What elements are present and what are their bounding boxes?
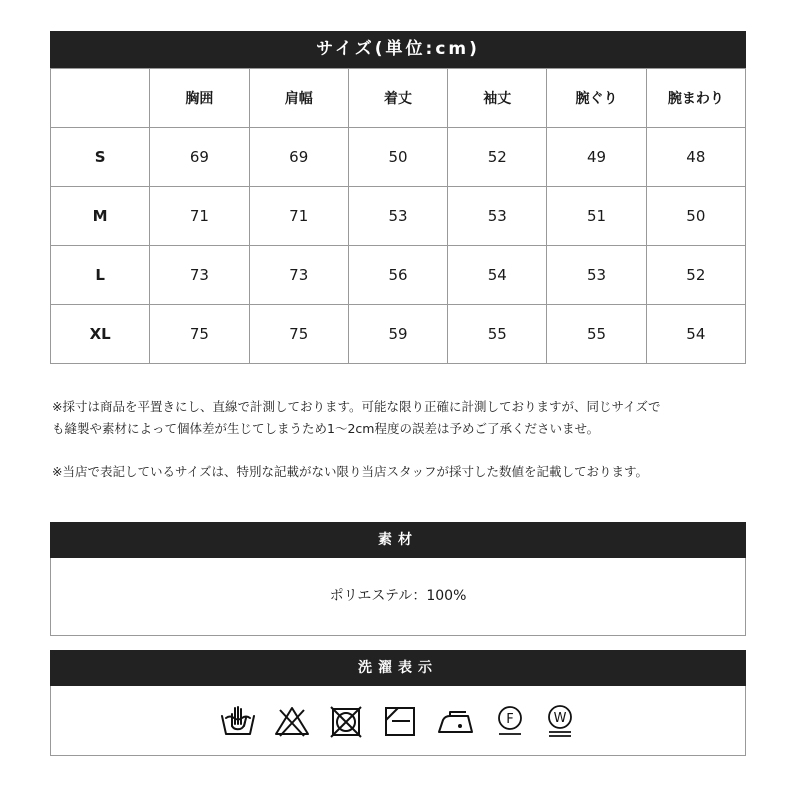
row-label: L <box>51 246 150 305</box>
svg-text:F: F <box>506 712 514 727</box>
material-value: ポリエステル：100% <box>50 558 746 636</box>
measurement-note <box>52 396 752 440</box>
header-cell-length: 着丈 <box>348 69 447 128</box>
table-row-s <box>51 128 746 187</box>
row-label: M <box>51 187 150 246</box>
header-cell-corner <box>51 69 150 128</box>
header-cell-armhole: 腕ぐり <box>547 69 646 128</box>
line-dry-shade-icon <box>382 704 418 738</box>
header-cell-arm-circumference: 腕まわり <box>646 69 745 128</box>
care-symbols-box <box>50 686 746 756</box>
dry-clean-f-icon <box>494 704 526 738</box>
header-cell-shoulder: 肩幅 <box>249 69 348 128</box>
table-cell: 51 <box>547 187 646 246</box>
size-table <box>50 68 746 364</box>
svg-text:W: W <box>553 711 567 726</box>
table-cell: 53 <box>348 187 447 246</box>
header-cell-sleeve: 袖丈 <box>448 69 547 128</box>
table-cell: 53 <box>547 246 646 305</box>
table-cell: 69 <box>150 128 249 187</box>
table-cell: 52 <box>646 246 745 305</box>
table-cell: 50 <box>646 187 745 246</box>
iron-low-icon <box>436 704 476 738</box>
row-label: S <box>51 128 150 187</box>
no-tumble-dry-icon <box>328 704 364 738</box>
care-section-title: 洗濯表示 <box>50 650 746 686</box>
size-section-title: サイズ(単位:cm) <box>50 31 746 68</box>
hand-wash-icon <box>220 704 256 738</box>
row-label: XL <box>51 305 150 364</box>
table-row-m <box>51 187 746 246</box>
table-cell: 75 <box>150 305 249 364</box>
table-cell: 53 <box>448 187 547 246</box>
table-cell: 71 <box>150 187 249 246</box>
table-cell: 69 <box>249 128 348 187</box>
table-cell: 71 <box>249 187 348 246</box>
table-cell: 55 <box>448 305 547 364</box>
measurement-note-line-2: も縫製や素材によって個体差が生じてしまうため1〜2cm程度の誤差は予めご了承くださいませ。 <box>52 421 600 436</box>
table-row-xl <box>51 305 746 364</box>
table-cell: 56 <box>348 246 447 305</box>
table-cell: 59 <box>348 305 447 364</box>
table-cell: 55 <box>547 305 646 364</box>
table-cell: 73 <box>249 246 348 305</box>
table-cell: 54 <box>448 246 547 305</box>
header-cell-chest: 胸囲 <box>150 69 249 128</box>
table-cell: 48 <box>646 128 745 187</box>
table-cell: 73 <box>150 246 249 305</box>
table-cell: 54 <box>646 305 745 364</box>
table-cell: 75 <box>249 305 348 364</box>
no-bleach-icon <box>274 704 310 738</box>
care-symbols-row <box>51 704 745 738</box>
table-row-l <box>51 246 746 305</box>
table-cell: 49 <box>547 128 646 187</box>
material-section-title: 素材 <box>50 522 746 558</box>
size-table-header-row <box>51 69 746 128</box>
wet-clean-w-icon <box>544 704 576 738</box>
table-cell: 50 <box>348 128 447 187</box>
measurement-note-line-1: ※採寸は商品を平置きにし、直線で計測しております。可能な限り正確に計測しておりますが、同じサイズで <box>52 399 661 414</box>
size-notation-note: ※当店で表記しているサイズは、特別な記載がない限り当店スタッフが採寸した数値を記載しております。 <box>52 464 648 479</box>
table-cell: 52 <box>448 128 547 187</box>
